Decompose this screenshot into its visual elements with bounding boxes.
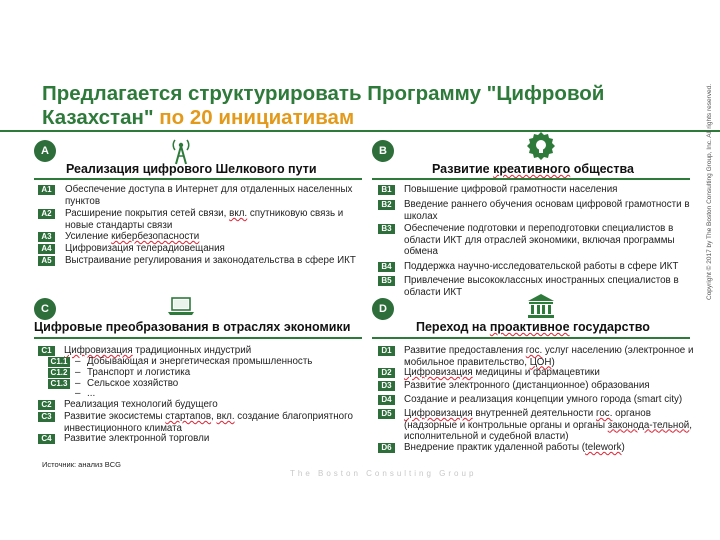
- item-code: B5: [378, 276, 395, 286]
- item-code: A2: [38, 209, 55, 219]
- list-item: [38, 255, 366, 267]
- item-text: Транспорт и логистика: [87, 367, 191, 378]
- list-item: [38, 208, 366, 231]
- government-building-icon: [526, 293, 556, 319]
- list-item: [378, 345, 694, 368]
- copyright-note: Copyright © 2017 by The Boston Consulting Group, Inc. All rights reserved.: [706, 83, 713, 300]
- item-code: D5: [378, 409, 395, 419]
- item-text: Обеспечение подготовки и переподготовки специалистов в области ИКТ для отраслей экономики, включая программы обмена: [404, 223, 675, 257]
- list-item: [378, 442, 694, 454]
- section-c-title: Цифровые преобразования в отраслях экономики: [34, 320, 351, 334]
- title-line-1: Предлагается структурировать Программу "Цифровой: [42, 82, 605, 105]
- list-item: [378, 408, 694, 443]
- section-a-badge: A: [34, 140, 56, 162]
- title-line-2-accent: по 20 инициативам: [159, 106, 355, 129]
- title-line-2: [42, 106, 682, 130]
- item-text: Развитие электронной торговли: [64, 433, 210, 444]
- list-item: [378, 199, 694, 222]
- item-text: Поддержка научно-исследовательской работы в сфере ИКТ: [404, 261, 679, 272]
- item-text: Привлечение высококлассных иностранных специалистов в области ИКТ: [404, 275, 679, 298]
- item-text: Усиление кибербезопасности: [65, 231, 200, 242]
- section-d-badge: D: [372, 298, 394, 320]
- section-b-badge: B: [372, 140, 394, 162]
- list-item: [38, 184, 366, 207]
- sub-item: [75, 388, 275, 400]
- list-item: [38, 231, 366, 243]
- section-a-divider: [34, 178, 362, 180]
- sub-item: [48, 356, 368, 368]
- item-text: Развитие предоставления гос. услуг населению (электронное и мобильное правительство, ЦОН): [404, 345, 694, 368]
- section-c-badge: C: [34, 298, 56, 320]
- item-text: Введение раннего обучения основам цифровой грамотности в школах: [404, 199, 690, 222]
- item-code: D4: [378, 395, 395, 405]
- item-code: B4: [378, 262, 395, 272]
- section-c-divider: [34, 337, 362, 339]
- list-item: [38, 411, 366, 434]
- section-d-divider: [372, 337, 690, 339]
- item-code: C2: [38, 400, 55, 410]
- page-title: [42, 82, 682, 130]
- list-item: [378, 261, 694, 273]
- sub-item: [48, 367, 368, 379]
- item-code: A5: [38, 256, 55, 266]
- item-code: A1: [38, 185, 55, 195]
- item-text: Развитие электронного (дистанционное) образования: [404, 380, 650, 391]
- list-item: [378, 184, 694, 196]
- list-item: [38, 433, 366, 445]
- item-code: C1: [38, 346, 55, 356]
- item-code: D3: [378, 381, 395, 391]
- item-text: Цифровизация медицины и фармацевтики: [404, 367, 600, 378]
- item-text: Повышение цифровой грамотности населения: [404, 184, 618, 195]
- item-code: D6: [378, 443, 395, 453]
- item-text: Реализация технологий будущего: [64, 399, 218, 410]
- item-text: Сельское хозяйство: [87, 378, 179, 389]
- item-text: Развитие экосистемы стартапов, вкл. создание благоприятного инвестиционного климата: [64, 411, 353, 434]
- list-item: [378, 380, 694, 392]
- list-item: [38, 399, 366, 411]
- item-code: D2: [378, 368, 395, 378]
- dash-bullet: –: [75, 356, 81, 367]
- item-code: C4: [38, 434, 55, 444]
- item-text: Цифровизация традиционных индустрий: [64, 345, 252, 356]
- item-code: D1: [378, 346, 395, 356]
- item-code: C3: [38, 412, 55, 422]
- list-item: [38, 243, 366, 255]
- item-code: B3: [378, 224, 395, 234]
- laptop-icon: [166, 296, 196, 318]
- ellipsis: ...: [87, 388, 96, 399]
- section-a-title: Реализация цифрового Шелкового пути: [66, 162, 317, 176]
- section-b-title: Развитие креативного общества: [432, 162, 634, 176]
- section-b-divider: [372, 178, 690, 180]
- item-code: B1: [378, 185, 395, 195]
- title-line-2-main: Казахстан": [42, 106, 154, 129]
- item-text: Расширение покрытия сетей связи, вкл. спутниковую связь и новые стандарты связи: [65, 208, 344, 231]
- item-text: Выстраивание регулирования и законодательства в сфере ИКТ: [65, 255, 356, 266]
- item-code: A4: [38, 244, 55, 254]
- item-code: B2: [378, 200, 395, 210]
- list-item: [378, 394, 694, 406]
- item-text: Добывающая и энергетическая промышленность: [87, 356, 313, 367]
- item-code: C1.3: [48, 379, 70, 389]
- footer-watermark: The Boston Consulting Group: [290, 469, 477, 478]
- item-text: Внедрение практик удаленной работы (telework): [404, 442, 625, 453]
- dash-bullet: –: [75, 378, 81, 389]
- list-item: [378, 367, 694, 379]
- source-note: Источник: анализ BCG: [42, 460, 122, 469]
- section-d-title: Переход на проактивное государство: [416, 320, 650, 334]
- item-text: Цифровизация телерадиовещания: [65, 243, 225, 254]
- item-text: Цифровизация внутренней деятельности гос. органов (надзорные и контрольные органы и органы законода-тельной, исполнительной и судебной власти): [404, 408, 692, 442]
- item-text: Создание и реализация концепции умного города (smart city): [404, 394, 683, 405]
- item-text: Обеспечение доступа в Интернет для отдаленных населенных пунктов: [65, 184, 353, 207]
- item-code: C1.2: [48, 368, 70, 378]
- item-code: A3: [38, 232, 55, 242]
- list-item: [378, 223, 694, 258]
- lightbulb-icon: [524, 130, 558, 164]
- title-divider: [0, 130, 720, 132]
- dash-bullet: –: [75, 367, 81, 378]
- item-code: C1.1: [48, 357, 70, 367]
- dash-bullet: –: [75, 388, 81, 399]
- list-item: [38, 345, 366, 357]
